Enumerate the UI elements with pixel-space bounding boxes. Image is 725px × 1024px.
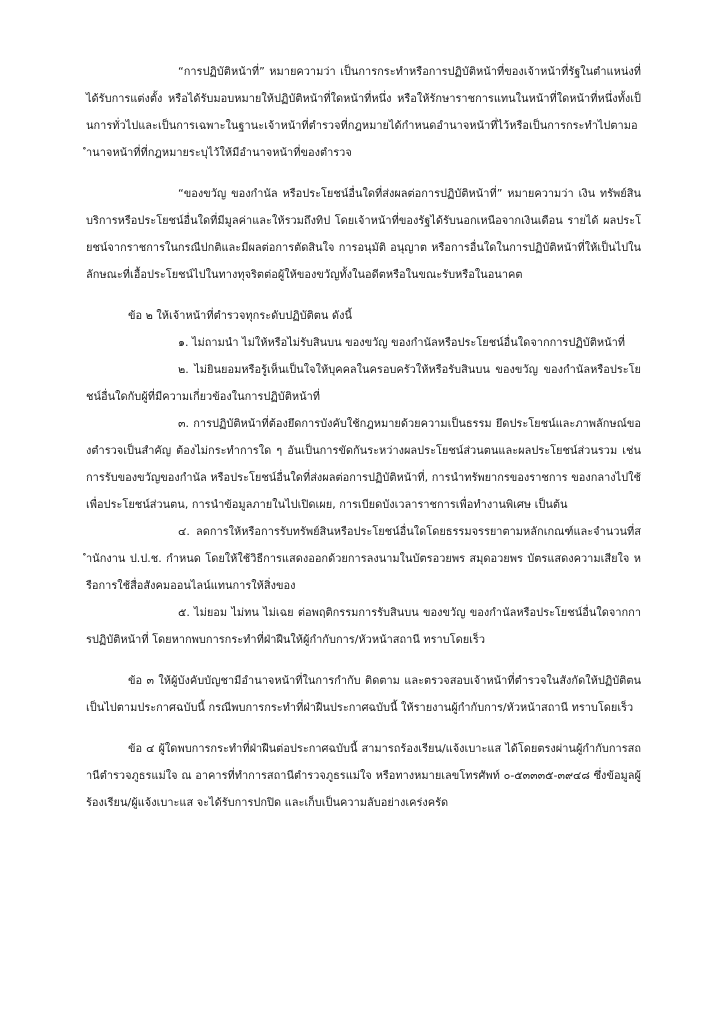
clause-2-item-1: ๑. ไม่ถามนำ ไม่ให้หรือไม่รับสินบน ของขวัญ ของกำนัลหรือประโยชน์อื่นใดจากการปฏิบัติหน้าที่: [178, 336, 626, 349]
clause-4: ข้อ ๔ ผู้ใดพบการกระทำที่ฝ่าฝืนต่อประกาศฉบับนี้ สามารถร้องเรียน/แจ้งเบาะแส ได้โดยตรงผ่านผู้กำกับการสถานีตำรวจภูธรแม่ใจ ณ อาคารที่ทำการสถานีตำรวจภูธรแม่ใจ หรือทางหมายเลขโทรศัพท์ ๐-๕๓๓๓๕-๓๙๔๘ ซึ่งข้อมูลผู้ร้องเรียน/ผู้แจ้งเบาะแส จะได้รับการปกปิด และเก็บเป็นความลับอย่างเคร่งครัด: [86, 742, 641, 809]
clause-2-item-3: ๓. การปฏิบัติหน้าที่ต้องยึดการบังคับใช้กฎหมายด้วยความเป็นธรรม ยึดประโยชน์และภาพลักษณ์ของตำรวจเป็นสำคัญ ต้องไม่กระทำการใด ๆ อันเป็นการขัดกันระหว่างผลประโยชน์ส่วนตนและผลประโยชน์ส่วนรวม เช่น การรับของขวัญของกำนัล หรือประโยชน์อื่นใดที่ส่งผลต่อการปฏิบัติหน้าที่, การนำทรัพยากรของราชการ ของกลางไปใช้เพื่อประโยชน์ส่วนตน, การนำข้อมูลภายในไปเปิดเผย, การเบียดบังเวลาราชการเพื่อทำงานพิเศษ เป็นต้น: [86, 417, 641, 511]
clause-2-item-4: ๔. ลดการให้หรือการรับทรัพย์สินหรือประโยชน์อื่นใดโดยธรรมจรรยาตามหลักเกณฑ์และจำนวนที่สำนักงาน ป.ป.ช. กำหนด โดยให้ใช้วิธีการแสดงออกด้วยการลงนามในบัตรอวยพร สมุดอวยพร บัตรแสดงความเสียใจ หรือการใช้สื่อสังคมออนไลน์แทนการให้สิ่งของ: [86, 525, 641, 592]
clause-2-item-2: ๒. ไม่ยินยอมหรือรู้เห็นเป็นใจให้บุคคลในครอบครัวให้หรือรับสินบน ของขวัญ ของกำนัลหรือประโยชน์อื่นใดกับผู้ที่มีความเกี่ยวข้องในการปฏิบัติหน้าที่: [86, 363, 641, 403]
clause-3: ข้อ ๓ ให้ผู้บังคับบัญชามีอำนาจหน้าที่ในการกำกับ ติดตาม และตรวจสอบเจ้าหน้าที่ตำรวจในสังกัดให้ปฏิบัติตนเป็นไปตามประกาศฉบับนี้ กรณีพบการกระทำที่ฝ่าฝืนประกาศฉบับนี้ ให้รายงานผู้กำกับการ/หัวหน้าสถานี ทราบโดยเร็ว: [86, 674, 641, 714]
clause-2-item-5: ๕. ไม่ยอม ไม่ทน ไม่เฉย ต่อพฤติกรรมการรับสินบน ของขวัญ ของกำนัลหรือประโยชน์อื่นใดจากการปฏิบัติหน้าที่ โดยหากพบการกระทำที่ฝ่าฝืนให้ผู้กำกับการ/หัวหน้าสถานี ทราบโดยเร็ว: [86, 606, 641, 646]
document-body: [86, 58, 641, 816]
definition-gift: “ของขวัญ ของกำนัล หรือประโยชน์อื่นใดที่ส่งผลต่อการปฏิบัติหน้าที่” หมายความว่า เงิน ทรัพย์สิน บริการหรือประโยชน์อื่นใดที่มีมูลค่าและให้รวมถึงทิป โดยเจ้าหน้าที่ของรัฐได้รับนอกเหนือจากเงินเดือน รายได้ ผลประโยชน์จากราชการในกรณีปกติและมีผลต่อการตัดสินใจ การอนุมัติ อนุญาต หรือการอื่นใดในการปฏิบัติหน้าที่ให้เป็นไปในลักษณะที่เอื้อประโยชน์ไปในทางทุจริตต่อผู้ให้ของขวัญทั้งในอดีตหรือในขณะรับหรือในอนาคต: [86, 187, 641, 281]
definition-duty: “การปฏิบัติหน้าที่” หมายความว่า เป็นการกระทำหรือการปฏิบัติหน้าที่ของเจ้าหน้าที่รัฐในตำแหน่งที่ได้รับการแต่งตั้ง หรือได้รับมอบหมายให้ปฏิบัติหน้าที่ใดหน้าที่หนึ่ง หรือให้รักษาราชการแทนในหน้าที่ใดหน้าที่หนึ่งทั้งเป็นการทั่วไปและเป็นการเฉพาะในฐานะเจ้าหน้าที่ตำรวจที่กฎหมายได้กำหนดอำนาจหน้าที่ไว้หรือเป็นการกระทำไปตามอำนาจหน้าที่ที่กฎหมายระบุไว้ให้มีอำนาจหน้าที่ของตำรวจ: [86, 65, 641, 159]
clause-2-intro: ข้อ ๒ ให้เจ้าหน้าที่ตำรวจทุกระดับปฏิบัติตน ดังนี้: [128, 309, 352, 322]
